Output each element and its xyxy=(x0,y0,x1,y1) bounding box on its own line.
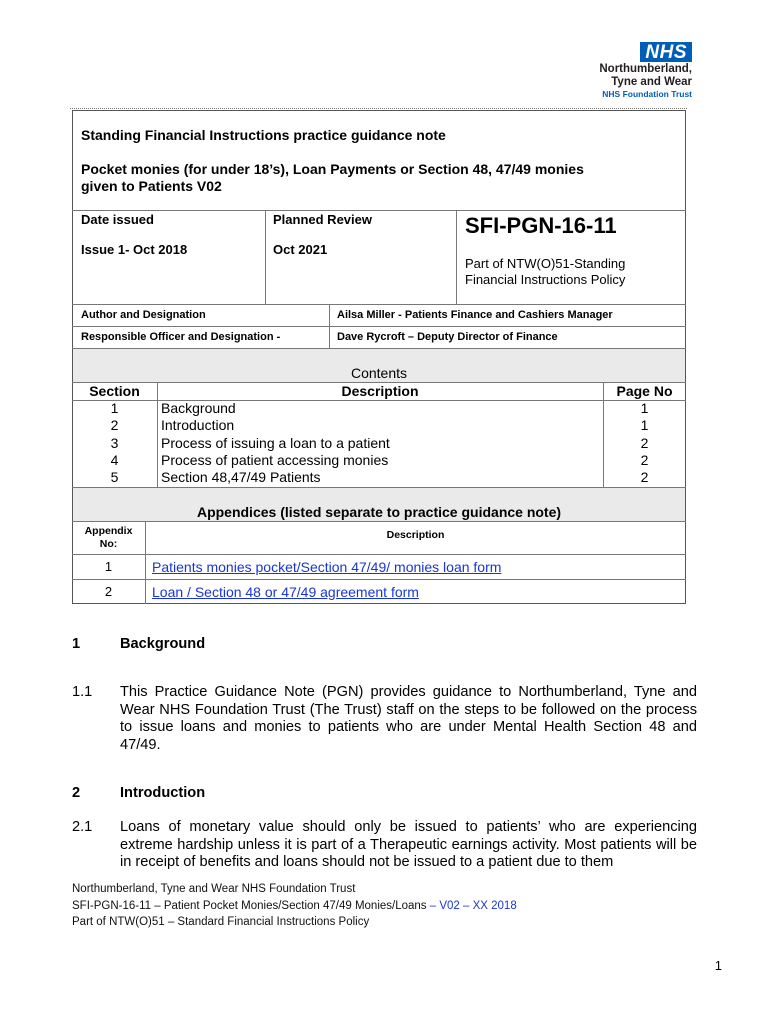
nhs-logo-badge: NHS xyxy=(640,42,692,62)
footer-line-1: Northumberland, Tyne and Wear NHS Foundation Trust xyxy=(72,883,356,895)
contents-row[interactable] xyxy=(72,452,686,469)
contents-row-page: 2 xyxy=(640,451,649,468)
contents-row-description: Section 48,47/49 Patients xyxy=(161,469,321,486)
contents-row-section: 5 xyxy=(110,469,119,486)
date-issued-label: Date issued xyxy=(81,212,154,227)
appendix-row-1-number: 1 xyxy=(104,559,113,574)
doc-title: Standing Financial Instructions practice guidance note xyxy=(81,127,446,143)
logo-line-2: Tyne and Wear xyxy=(611,76,692,88)
appendices-col-number-line-1: Appendix xyxy=(84,525,133,537)
contents-row-description: Process of issuing a loan to a patient xyxy=(161,434,390,451)
contents-row[interactable] xyxy=(72,435,686,452)
contents-row-page: 1 xyxy=(640,417,649,434)
officer-value: Dave Rycroft – Deputy Director of Finance xyxy=(337,331,558,343)
contents-row-description: Introduction xyxy=(161,417,235,434)
planned-review-value: Oct 2021 xyxy=(273,242,328,257)
section-2-1-number: 2.1 xyxy=(72,819,93,835)
logo-line-3: NHS Foundation Trust xyxy=(602,89,692,99)
issue-value: Issue 1- Oct 2018 xyxy=(81,242,188,257)
appendix-2-link[interactable]: Loan / Section 48 or 47/49 agreement form xyxy=(152,584,419,600)
nhs-logo xyxy=(492,42,692,99)
footer xyxy=(72,881,517,931)
contents-row[interactable] xyxy=(72,469,686,486)
doc-subtitle-line-1: Pocket monies (for under 18’s), Loan Payments or Section 48, 47/49 monies xyxy=(81,161,584,177)
part-of-policy xyxy=(465,256,625,288)
contents-col-section: Section xyxy=(89,383,140,399)
page-number: 1 xyxy=(714,958,722,973)
logo-line-1: Northumberland, xyxy=(599,63,692,75)
contents-row[interactable] xyxy=(72,417,686,434)
footer-line-3: Part of NTW(O)51 – Standard Financial Instructions Policy xyxy=(72,916,370,928)
section-1-1-number: 1.1 xyxy=(72,684,93,700)
section-2-title: Introduction xyxy=(120,785,206,801)
appendix-1-link[interactable]: Patients monies pocket/Section 47/49/ monies loan form xyxy=(152,559,502,575)
part-of-line-2: Financial Instructions Policy xyxy=(465,272,626,287)
contents-col-page: Page No xyxy=(616,383,673,399)
footer-line-2 xyxy=(72,898,517,915)
contents-title: Contents xyxy=(350,365,408,381)
section-1-title: Background xyxy=(120,636,206,652)
contents-row-section: 2 xyxy=(110,417,119,434)
doc-subtitle xyxy=(81,161,584,195)
doc-subtitle-line-2: given to Patients V02 xyxy=(81,178,222,194)
appendix-row-2-number: 2 xyxy=(104,584,113,599)
contents-list xyxy=(72,400,686,486)
part-of-line-1: Part of NTW(O)51-Standing xyxy=(465,256,626,271)
footer-line-2-ref: SFI-PGN-16-11 – Patient Pocket Monies/Section 47/49 Monies/Loans xyxy=(72,899,427,912)
contents-row[interactable] xyxy=(72,400,686,417)
officer-label: Responsible Officer and Designation - xyxy=(81,331,281,343)
author-label: Author and Designation xyxy=(81,309,206,321)
contents-row-page: 2 xyxy=(640,434,649,451)
section-1-number: 1 xyxy=(72,636,81,652)
appendices-col-number-line-2: No: xyxy=(99,537,118,550)
appendices-col-description: Description xyxy=(386,529,445,541)
appendices-title: Appendices (listed separate to practice guidance note) xyxy=(196,504,562,520)
section-1-1-text: This Practice Guidance Note (PGN) provides guidance to Northumberland, Tyne and Wear NHS Foundation Trust (The Trust) staff on the steps to be followed on the process to issue loans and monies to patients who are under Mental Health Section 48 and 47/49. xyxy=(120,684,697,753)
footer-line-2-version: – V02 – XX 2018 xyxy=(426,899,517,912)
planned-review-label: Planned Review xyxy=(273,212,372,227)
reference-code: SFI-PGN-16-11 xyxy=(465,213,617,238)
contents-row-page: 2 xyxy=(640,469,649,486)
contents-row-description: Background xyxy=(161,400,236,416)
section-2-number: 2 xyxy=(72,785,81,801)
contents-row-section: 4 xyxy=(110,451,119,468)
contents-row-section: 1 xyxy=(110,400,119,416)
contents-col-description: Description xyxy=(341,383,419,399)
contents-row-section: 3 xyxy=(110,434,119,451)
section-2-1-text: Loans of monetary value should only be issued to patients’ who are experiencing extreme hardship unless it is part of a Therapeutic earnings activity. Most patients will be in receipt of benefits and loans should not be issued to a patient due to them xyxy=(120,819,697,870)
appendices-col-number xyxy=(72,525,145,550)
contents-row-description: Process of patient accessing monies xyxy=(161,451,389,468)
contents-row-page: 1 xyxy=(640,400,649,416)
author-value: Ailsa Miller - Patients Finance and Cashiers Manager xyxy=(337,309,613,321)
top-rule xyxy=(70,108,687,109)
